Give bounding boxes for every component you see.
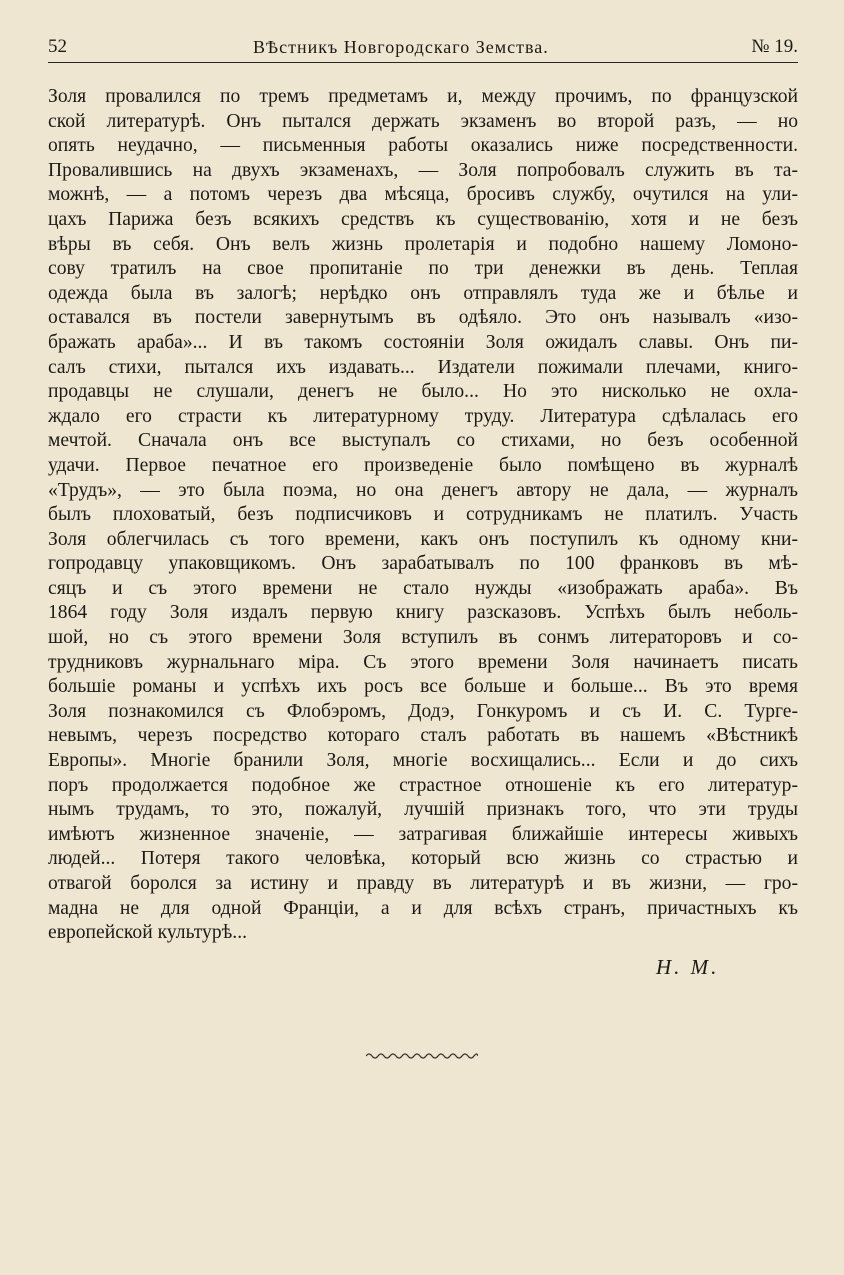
text-line: можнѣ, — а потомъ черезъ два мѣсяца, бросивъ службу, очутился на ули- <box>48 184 798 206</box>
text-line: цахъ Парижа безъ всякихъ средствъ къ существованію, хотя и не безъ <box>48 208 798 230</box>
text-line: поръ продолжается подобное же страстное отношеніе къ его литератур- <box>48 774 798 796</box>
text-line: Провалившись на двухъ экзаменахъ, — Золя попробовалъ служить въ та- <box>48 159 798 181</box>
text-line: бражать араба»... И въ такомъ состояніи Золя ожидалъ славы. Онъ пи- <box>48 331 798 353</box>
page-number: 52 <box>48 36 67 57</box>
journal-title: ВѢстникъ Новгородскаго Земства. <box>253 37 549 57</box>
text-line: «Трудъ», — это была поэма, но она денегъ автору не дала, — журналъ <box>48 479 798 501</box>
text-line: сяцъ и съ этого времени не стало нужды «изображать араба». Въ <box>48 577 798 599</box>
text-line: людей... Потеря такого человѣка, который всю жизнь со страстью и <box>48 848 798 870</box>
text-line: опять неудачно, — письменныя работы оказались ниже посредственности. <box>48 135 798 157</box>
text-line: гопродавцу упаковщикомъ. Онъ зарабатывалъ по 100 франковъ въ мѣ- <box>48 553 798 575</box>
running-header <box>48 36 798 63</box>
text-line: невымъ, черезъ посредство котораго сталъ работать въ нашемъ «Вѣстникѣ <box>48 725 798 747</box>
text-line: продавцы не слушали, денегъ не было... Но это нисколько не охла- <box>48 381 798 403</box>
text-line: 1864 году Золя издалъ первую книгу разсказовъ. Успѣхъ былъ неболь- <box>48 602 798 624</box>
text-line: оставался въ постели завернутымъ въ одѣяло. Это онъ называлъ «изо- <box>48 307 798 329</box>
text-line: мечтой. Сначала онъ все выступалъ со стихами, но безъ особенной <box>48 430 798 452</box>
text-line: шой, но съ этого времени Золя вступилъ въ сонмъ литераторовъ и со- <box>48 627 798 649</box>
text-line: большіе романы и успѣхъ ихъ росъ все больше и больше... Въ это время <box>48 676 798 698</box>
text-line: Золя провалился по тремъ предметамъ и, между прочимъ, по французской <box>48 86 798 107</box>
text-line: сову тратилъ на свое пропитаніе по три денежки въ день. Теплая <box>48 258 798 280</box>
text-line: нымъ трудамъ, то это, пожалуй, лучшій признакъ того, что эти труды <box>48 799 798 821</box>
author-signature: Н. М. <box>656 955 720 979</box>
text-line: трудниковъ журнальнаго міра. Съ этого времени Золя начинаетъ писать <box>48 651 798 673</box>
text-line: былъ плоховатый, безъ подписчиковъ и сотрудникамъ не платилъ. Участь <box>48 504 798 526</box>
text-line: имѣютъ жизненное значеніе, — затрагивая ближайшіе интересы живыхъ <box>48 823 798 845</box>
text-line: Золя облегчилась съ того времени, какъ онъ поступилъ къ одному кни- <box>48 528 798 550</box>
text-line: европейской культурѣ... <box>48 922 247 944</box>
text-line: удачи. Первое печатное его произведеніе было помѣщено въ журналѣ <box>48 454 798 476</box>
text-line: одежда была въ залогѣ; нерѣдко онъ отправлялъ туда же и бѣлье и <box>48 282 798 304</box>
text-line: салъ стихи, пытался ихъ издавать... Издатели пожимали плечами, книго- <box>48 356 798 378</box>
text-line: Европы». Многіе бранили Золя, многіе восхищались... Если и до сихъ <box>48 750 798 772</box>
text-line: отвагой боролся за истину и правду въ литературѣ и въ жизни, — гро- <box>48 873 798 894</box>
closing-ornament <box>366 1052 478 1060</box>
text-line: мадна не для одной Франціи, а и для всѣхъ странъ, причастныхъ къ <box>48 897 798 919</box>
text-line: ждало его страсти къ литературному труду. Литература сдѣлалась его <box>48 405 798 427</box>
text-line: Золя познакомился съ Флобэромъ, Додэ, Гонкуромъ и съ И. С. Турге- <box>48 700 798 722</box>
text-line: вѣры въ себя. Онъ велъ жизнь пролетарія и подобно нашему Ломоно- <box>48 233 798 255</box>
article-text <box>48 85 798 946</box>
issue-number: № 19. <box>751 36 798 57</box>
text-line: ской литературѣ. Онъ пытался держать экзаменъ во второй разъ, — но <box>48 110 798 132</box>
